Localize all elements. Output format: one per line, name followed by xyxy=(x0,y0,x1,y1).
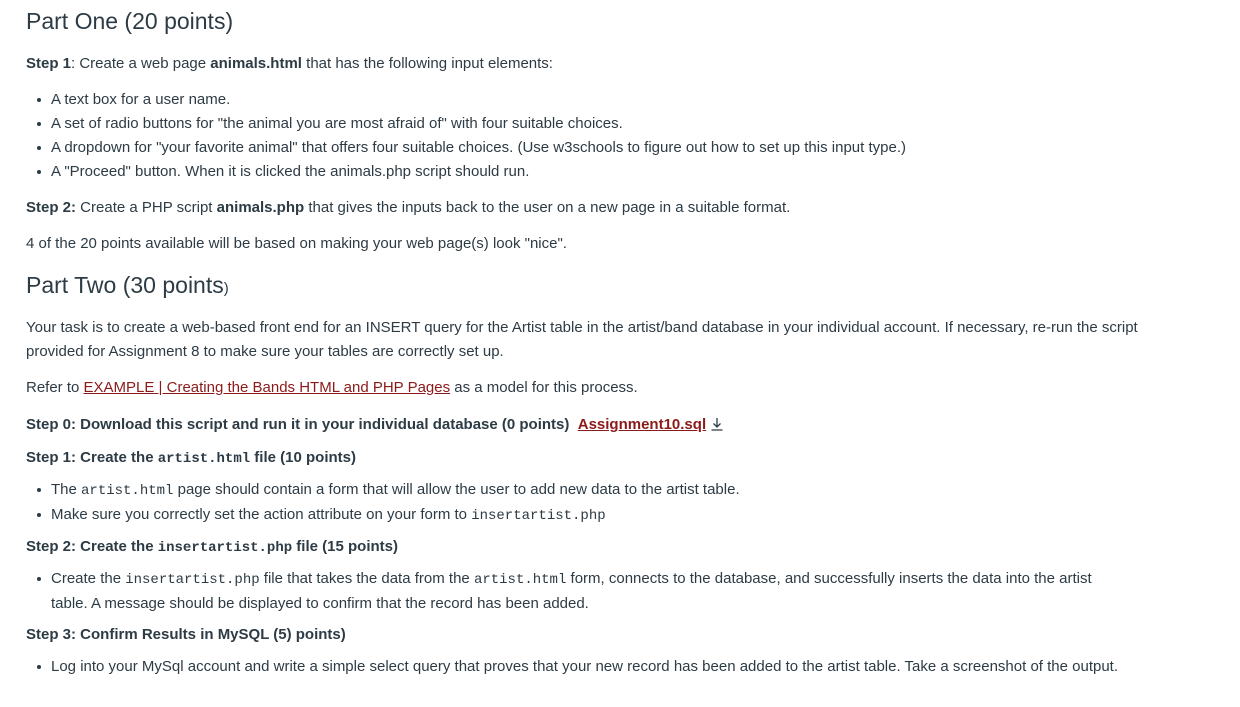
assignment-sql-link[interactable]: Assignment10.sql xyxy=(577,416,707,433)
download-icon[interactable] xyxy=(710,415,724,429)
part-one-heading: Part One (20 points) xyxy=(26,8,234,34)
step1-label: Step 1 xyxy=(26,55,72,72)
part-one-step1: Step 1: Create a web page animals.html that has the following input elements: xyxy=(26,55,553,72)
step2-file: animals.php xyxy=(216,199,305,216)
part-two-step1: Step 1: Create the artist.html file (10 points) xyxy=(26,449,356,467)
step1-list xyxy=(26,478,740,528)
step2-list xyxy=(26,567,1131,616)
step3-list xyxy=(26,655,1131,679)
list-item: A dropdown for "your favorite animal" that offers four suitable choices. (Use w3schools to figure out how to set up this input type.) xyxy=(51,136,906,160)
part-two-step3: Step 3: Confirm Results in MySQL (5) points) xyxy=(26,626,346,643)
step0-label: Step 0: Download this script and run it in your individual database (0 points) xyxy=(26,416,570,433)
list-item: The artist.html page should contain a form that will allow the user to add new data to the artist table. xyxy=(51,478,740,503)
part-two-step2: Step 2: Create the insertartist.php file (15 points) xyxy=(26,538,398,556)
part-one-requirements-list xyxy=(26,88,906,184)
step2-label: Step 2: xyxy=(26,199,77,216)
part-two-intro: Your task is to create a web-based front end for an INSERT query for the Artist table in the artist/band database in your individual account. If necessary, re-run the script provided for Assignment 8 to make sure your tables are correctly set up. xyxy=(26,319,1138,360)
list-item: Make sure you correctly set the action attribute on your form to insertartist.php xyxy=(51,503,740,528)
step1-file: animals.html xyxy=(210,55,302,72)
part-one-note: 4 of the 20 points available will be based on making your web page(s) look "nice". xyxy=(26,235,567,252)
list-item: A "Proceed" button. When it is clicked the animals.php script should run. xyxy=(51,160,906,184)
list-item: A set of radio buttons for "the animal you are most afraid of" with four suitable choices. xyxy=(51,112,906,136)
list-item: Log into your MySql account and write a simple select query that proves that your new record has been added to the artist table. Take a screenshot of the output. xyxy=(51,655,1131,679)
part-two-step0 xyxy=(26,413,724,437)
part-two-heading: Part Two (30 points) xyxy=(26,272,229,298)
list-item: Create the insertartist.php file that takes the data from the artist.html form, connects to the database, and successfully inserts the data into the artist table. A message should be displayed to confirm that the record has been added. xyxy=(51,567,1131,616)
refer-line: Refer to EXAMPLE | Creating the Bands HTML and PHP Pages as a model for this process. xyxy=(26,379,638,396)
insertartist-php-code: insertartist.php xyxy=(157,540,293,556)
list-item: A text box for a user name. xyxy=(51,88,906,112)
artist-html-code: artist.html xyxy=(157,451,251,467)
part-one-step2: Step 2: Create a PHP script animals.php that gives the inputs back to the user on a new page in a suitable format. xyxy=(26,199,791,216)
example-link[interactable]: EXAMPLE | Creating the Bands HTML and PHP Pages xyxy=(83,379,451,396)
